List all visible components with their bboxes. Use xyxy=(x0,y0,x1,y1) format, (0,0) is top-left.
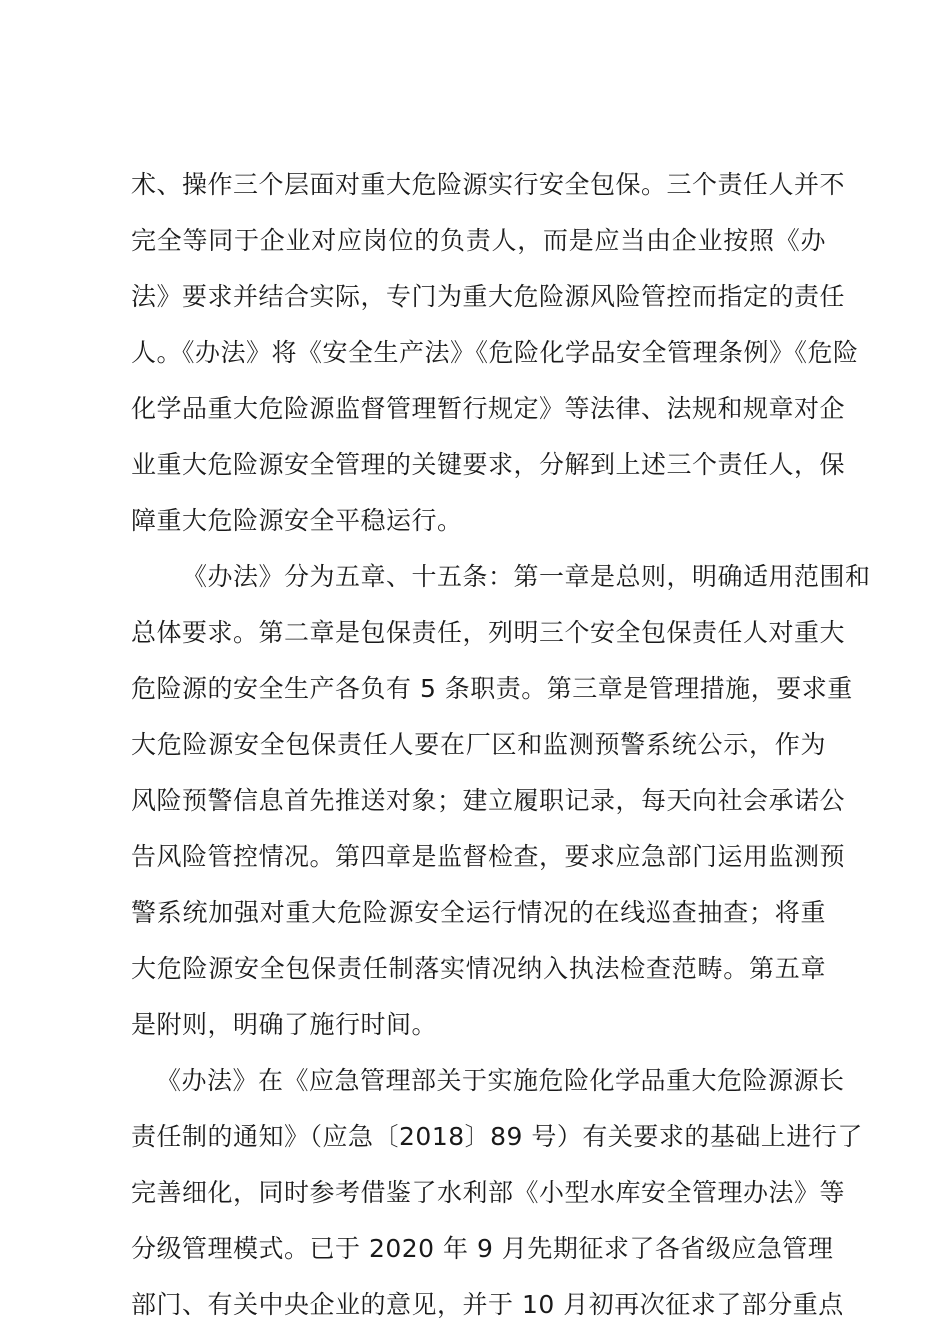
text-line: 警系统加强对重大危险源安全运行情况的在线巡查抽查；将重 xyxy=(131,898,826,927)
text-line: 大危险源安全包保责任制落实情况纳入执法检查范畴。第五章 xyxy=(131,954,826,983)
text-line: 完全等同于企业对应岗位的负责人，而是应当由企业按照《办 xyxy=(131,226,826,255)
text-line: 大危险源安全包保责任人要在厂区和监测预警系统公示，作为 xyxy=(131,730,826,759)
text-line: 完善细化，同时参考借鉴了水利部《小型水库安全管理办法》等 xyxy=(131,1178,846,1207)
text-line: 总体要求。第二章是包保责任，列明三个安全包保责任人对重大 xyxy=(131,618,846,647)
text-line: 障重大危险源安全平稳运行。 xyxy=(131,506,463,535)
text-line: 业重大危险源安全管理的关键要求，分解到上述三个责任人，保 xyxy=(131,450,846,479)
text-line: 人。《办法》将《安全生产法》《危险化学品安全管理条例》《危险 xyxy=(131,338,859,367)
text-line: 术、操作三个层面对重大危险源实行安全包保。三个责任人并不 xyxy=(131,170,846,199)
text-line: 风险预警信息首先推送对象；建立履职记录，每天向社会承诺公 xyxy=(131,786,846,815)
text-line: 责任制的通知》（应急〔2018〕89 号）有关要求的基础上进行了 xyxy=(131,1122,863,1151)
text-line: 危险源的安全生产各负有 5 条职责。第三章是管理措施，要求重 xyxy=(131,674,853,703)
text-line: 化学品重大危险源监督管理暂行规定》等法律、法规和规章对企 xyxy=(131,394,846,423)
text-line: 告风险管控情况。第四章是监督检查，要求应急部门运用监测预 xyxy=(131,842,846,871)
text-line: 分级管理模式。已于 2020 年 9 月先期征求了各省级应急管理 xyxy=(131,1234,834,1263)
text-line: 法》要求并结合实际，专门为重大危险源风险管控而指定的责任 xyxy=(131,282,846,311)
paragraph-first-line: 《办法》在《应急管理部关于实施危险化学品重大危险源源长 xyxy=(156,1066,845,1095)
paragraph-first-line: 《办法》分为五章、十五条：第一章是总则，明确适用范围和 xyxy=(182,562,871,591)
text-line: 部门、有关中央企业的意见，并于 10 月初再次征求了部分重点 xyxy=(131,1290,844,1319)
text-line: 是附则，明确了施行时间。 xyxy=(131,1010,438,1039)
